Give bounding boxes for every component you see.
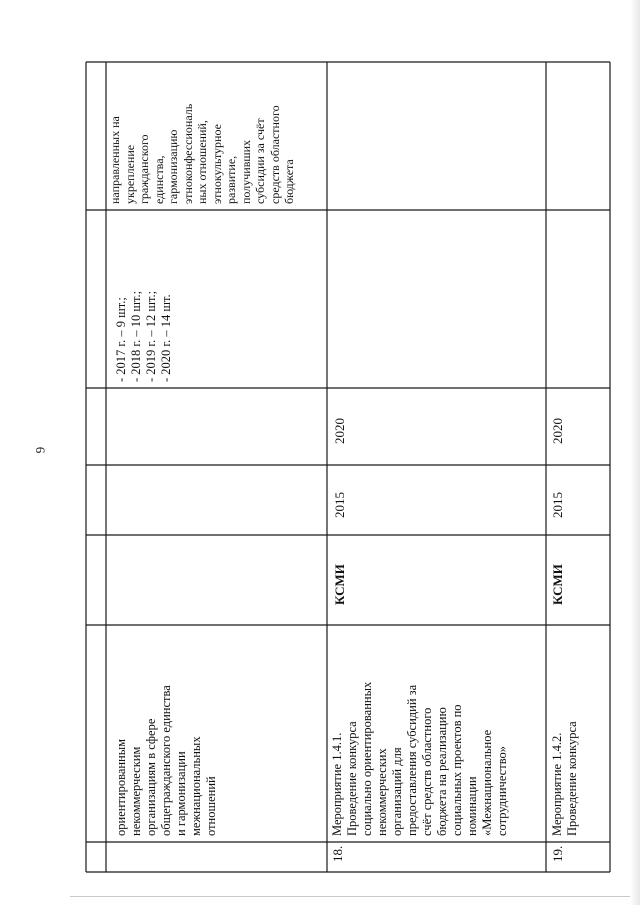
scan-edge-shadow	[630, 0, 640, 905]
row19-end-year: 2020	[550, 418, 565, 444]
page-number: 6	[33, 446, 48, 454]
row19-executor: КСМИ	[550, 564, 565, 605]
row18-end-year: 2020	[332, 418, 347, 444]
row18-event: Мероприятие 1.4.1. Проведение конкурса социально ориентированных некоммерческих организаций для предоставления субсидий за счёт средств областного бюджета на реализацию социальных проектов по номинации «Межнациональное сотрудничество»	[330, 681, 509, 836]
scan-bottom-line	[70, 896, 630, 897]
row19-event: Мероприятие 1.4.2. Проведение конкурса	[550, 721, 579, 836]
row18-start-year: 2015	[332, 492, 347, 518]
row18-executor: КСМИ	[332, 564, 347, 605]
row18-number: 18.	[330, 845, 345, 862]
row19-number: 19.	[550, 845, 565, 862]
row17-result: направленных на укрепление гражданского единства, гармонизацию этноконфессиональ ных отношений, этнокультурное развитие, получивших субсидии за счёт средств областного бюджета	[108, 103, 296, 204]
row17-targets: - 2017 г. – 9 шт.; - 2018 г. – 10 шт.; - 2019 г. – 12 шт.; - 2020 г. – 14 шт.	[114, 290, 173, 382]
row17-description: ориентированным некоммерческим организациям в сфере общегражданского единства и гармонизации межнациональных отношений	[114, 685, 218, 836]
row19-start-year: 2015	[550, 492, 565, 518]
